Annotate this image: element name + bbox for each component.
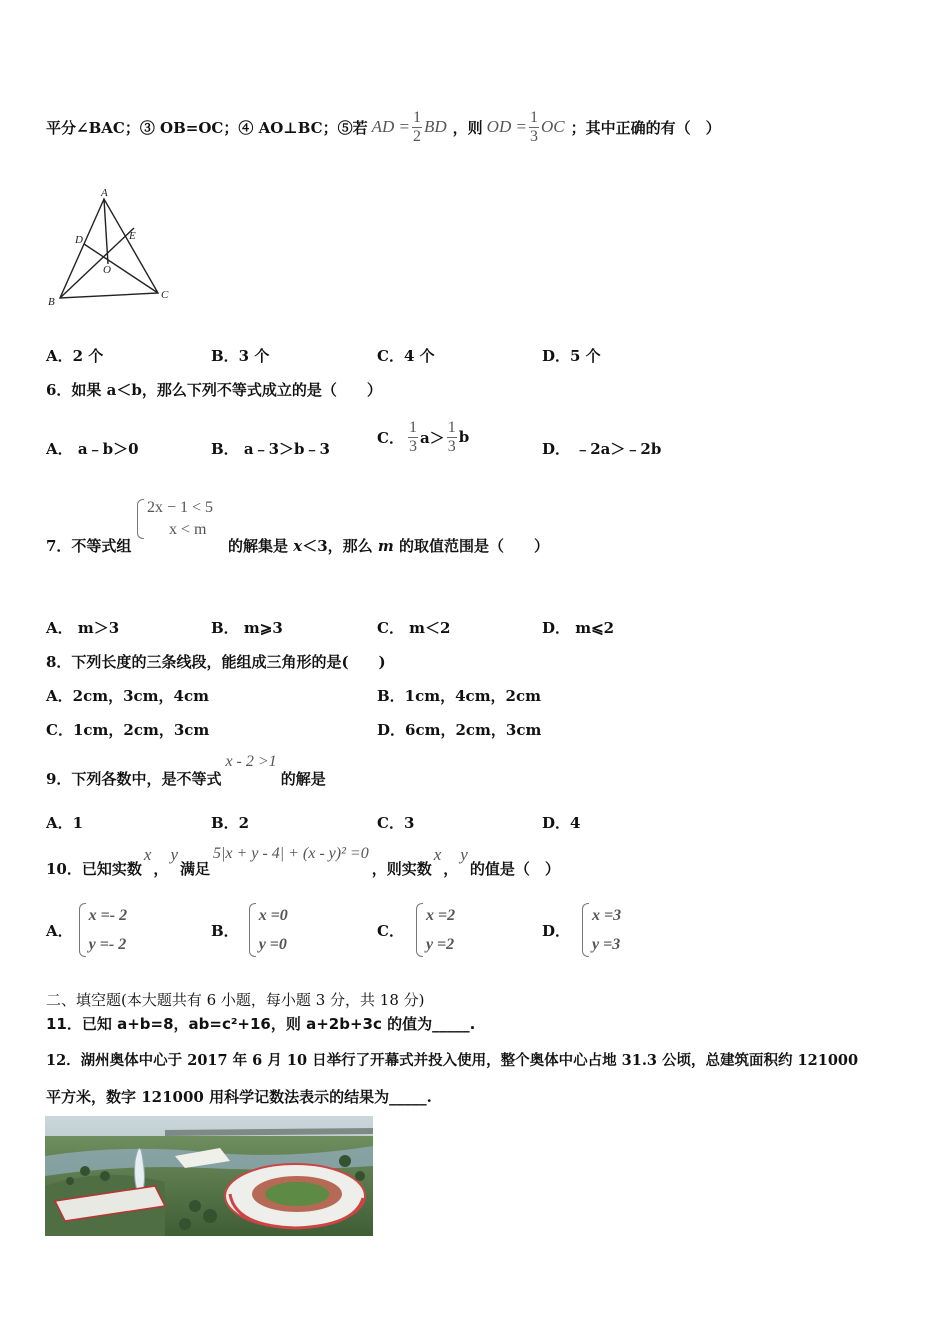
q6-frac-a: $\frac{1}{3}$ [408,418,417,455]
q12-line-1: 12．湖州奥体中心于 2017 年 6 月 10 日举行了开幕式并投入使用，整个奥体中心占地 31.3 公顷，总建筑面积约 121000 [46,1052,859,1069]
q10-option-a-system: x =- 2 y =- 2 [79,901,127,959]
q8-stem: 8．下列长度的三条线段，能组成三角形的是( ) [46,653,386,671]
q7-sys-line2: x < m [169,521,207,538]
q9-option-a[interactable]: A．1 [46,814,84,832]
q10-option-d-label: D． [542,921,571,940]
q7-option-b[interactable]: B． m⩾3 [211,619,283,637]
q6-option-b[interactable]: B． a﹣3＞b﹣3 [211,440,330,458]
q6-option-c-end: b [458,428,470,446]
q9-option-d[interactable]: D．4 [542,814,581,832]
q7-option-d[interactable]: D． m⩽2 [542,619,615,637]
q9-option-b[interactable]: B．2 [211,814,250,832]
q5-option-d[interactable]: D．5 个 [542,347,601,365]
q5-text-mid: ，则 [452,118,483,137]
q5-frac1: $\frac{1}{2}$ [412,108,421,145]
q5-frac1-lhs: AD = [371,117,410,136]
q10-y-var: y [170,845,178,864]
q10-x-var-2: x [433,845,442,864]
q11-text: 11．已知 a+b=8，ab=c²+16，则 a+2b+3c 的值为_____. [46,1015,476,1033]
q8-option-b[interactable]: B．1cm，4cm，2cm [377,687,542,705]
q10-option-a[interactable] [46,900,127,960]
q10-option-d[interactable] [542,900,621,960]
q7-suffix [228,535,549,556]
q10-option-b-system: x =0 y =0 [249,901,288,959]
q6-option-a[interactable]: A． a﹣b＞0 [46,440,139,458]
q10-option-b-label: B． [211,921,239,940]
q7-option-a[interactable]: A． m＞3 [46,619,120,637]
q7-suffix-mid: ＜3，那么 [302,537,378,555]
q10-comma: ， [153,860,169,878]
q10-comma-2: ， [443,860,459,878]
q9-prefix: 9．下列各数中，是不等式 [46,770,222,788]
q5-option-a[interactable]: A．2 个 [46,347,104,365]
q5-option-c[interactable]: C．4 个 [377,347,435,365]
q12-line-2: 平方米，数字 121000 用科学记数法表示的结果为_____. [46,1088,432,1106]
q7-suffix-post: 的取值范围是（ ） [393,537,549,555]
q10-mid2: ，则实数 [371,860,432,878]
vertex-b-label: B [48,296,55,308]
q10-option-d-system: x =3 y =3 [582,901,621,959]
q6-option-d[interactable]: D． ﹣2a＞﹣2b [542,440,662,458]
triangle-figure [40,182,190,312]
q6-option-c[interactable] [377,412,469,462]
q9-suffix: 的解是 [280,770,326,788]
q8-option-c[interactable]: C．1cm，2cm，3cm [46,721,210,739]
vertex-e-label: E [129,230,136,242]
q10-option-b[interactable] [211,900,288,960]
q8-option-a[interactable]: A．2cm，3cm，4cm [46,687,209,705]
q10-option-c-label: C． [377,921,404,940]
q5-frac1-rhs: BD [423,117,447,136]
q6-option-c-label: C． [377,428,404,447]
q7-option-c[interactable]: C． m＜2 [377,619,451,637]
vertex-c-label: C [161,289,169,301]
q10-suffix: 的值是（ ） [469,860,560,878]
q10-expression: 5|x + y - 4| + (x - y)² =0 [213,845,369,862]
q10-mid: 满足 [179,860,210,878]
q5-frac2-rhs: OC [540,117,565,136]
q10-stem [46,845,560,879]
q6-frac-b: $\frac{1}{3}$ [447,418,456,455]
q10-prefix: 10．已知实数 [46,860,142,878]
q9-stem [46,753,326,789]
vertex-d-label: D [75,234,83,246]
stadium-photo [45,1116,373,1236]
q5-text-post: ；其中正确的有（ ） [570,118,721,137]
q7-sys-line1: 2x − 1 < 5 [147,499,214,516]
q10-x-var: x [143,845,152,864]
q10-option-c-system: x =2 y =2 [416,901,455,959]
vertex-o-label: O [103,264,111,276]
q10-option-a-label: A． [46,921,73,940]
q7-m-var: m [377,537,394,555]
q5-frac2-lhs: OD = [486,117,527,136]
q6-stem: 6．如果 a＜b，那么下列不等式成立的是（ ） [46,381,382,399]
q9-expression: x - 2 >1 [225,753,277,770]
q7-inequality-system [137,497,213,541]
q5-line [46,102,721,152]
q6-option-c-mid: a＞ [419,428,445,447]
q9-option-c[interactable]: C．3 [377,814,415,832]
vertex-a-label: A [101,187,108,199]
q10-y-var-2: y [460,845,468,864]
q7-x-var: x [293,537,303,555]
q5-option-b[interactable]: B．3 个 [211,347,270,365]
q5-text-pre: 平分∠BAC；③ OB=OC；④ AO⊥BC；⑤若 [46,118,368,137]
q7-prefix: 7．不等式组 [46,537,132,555]
section-2-heading: 二、填空题(本大题共有 6 小题，每小题 3 分，共 18 分) [46,991,425,1009]
q7-suffix-pre: 的解集是 [228,537,294,555]
q8-option-d[interactable]: D．6cm，2cm，3cm [377,721,542,739]
q5-frac2: $\frac{1}{3}$ [529,108,538,145]
q10-option-c[interactable] [377,900,455,960]
